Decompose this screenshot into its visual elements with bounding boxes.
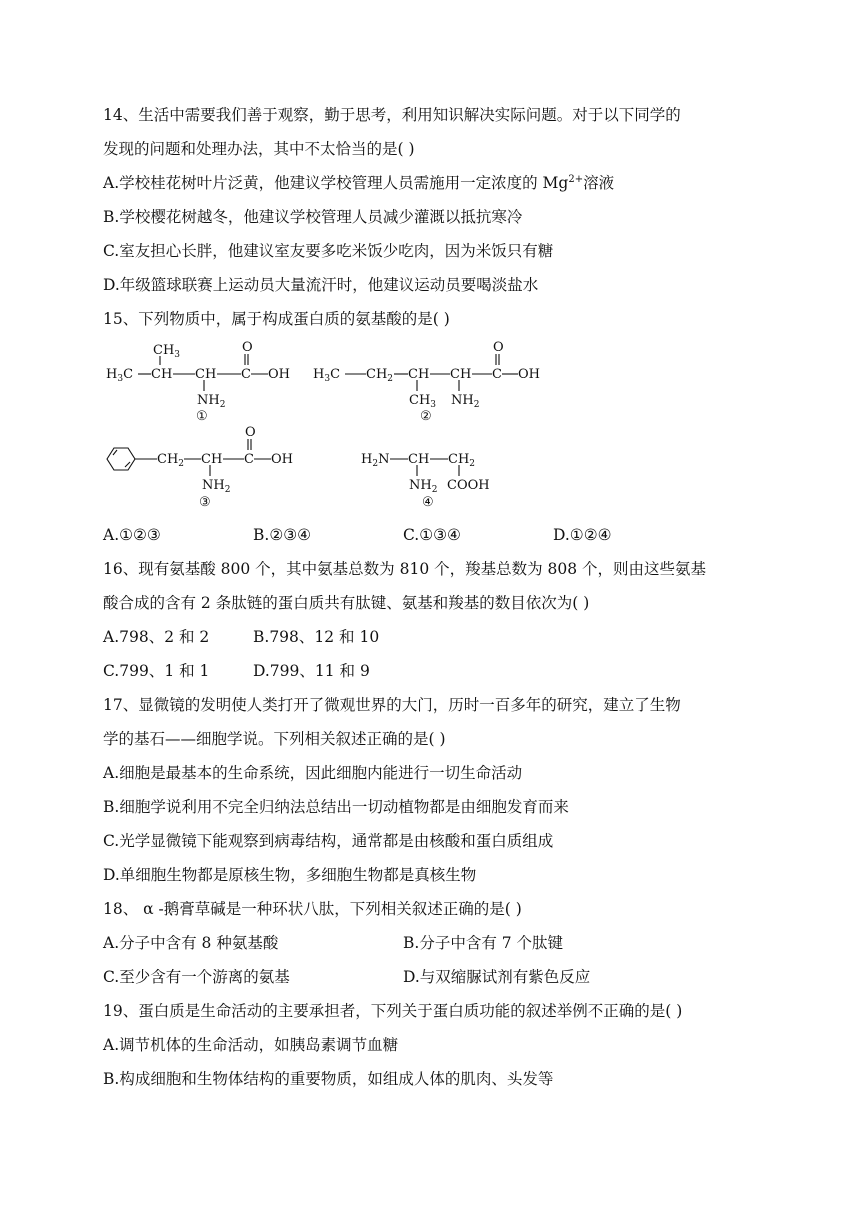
- s2-h3c: $H_3C$: [313, 367, 341, 384]
- q16-stem-line1: 16、现有氨基酸 800 个，其中氨基总数为 810 个，羧基总数为 808 个，则由这些氨基: [103, 560, 707, 578]
- q16-option-a: A.798、2 和 2: [103, 628, 210, 646]
- s2-ch-alpha: CH: [450, 367, 472, 382]
- q18-option-b: B.分子中含有 7 个肽键: [403, 934, 564, 952]
- s3-nh2: $NH_2$: [202, 478, 231, 495]
- s1-number: ①: [196, 409, 208, 422]
- q16-option-c: C.799、1 和 1: [103, 662, 210, 680]
- s2-o: O: [493, 340, 504, 355]
- s3-number: ③: [199, 495, 211, 510]
- s4-ch: CH: [408, 452, 430, 467]
- s4-cooh: COOH: [447, 478, 490, 493]
- q14-stem-line2: 发现的问题和处理办法，其中不太恰当的是( ): [103, 140, 415, 158]
- s3-ch: CH: [201, 452, 223, 467]
- benzene-ring-icon: [107, 448, 135, 470]
- s4-h2n: $H_2N$: [361, 452, 390, 469]
- q17-stem-line1: 17、显微镜的发明使人类打开了微观世界的大门，历时一百多年的研究，建立了生物: [103, 696, 681, 714]
- structure-1: [103, 338, 303, 422]
- s2-ch3: $CH_3$: [409, 393, 437, 410]
- s1-h3c: $H_3C$: [106, 367, 134, 384]
- q14-option-a-superscript: 2+: [568, 173, 584, 185]
- q17-option-c: C.光学显微镜下能观察到病毒结构，通常都是由核酸和蛋白质组成: [103, 832, 554, 850]
- q15-option-a: A.①②③: [103, 526, 161, 544]
- q19-option-b: B.构成细胞和生物体结构的重要物质，如组成人体的肌肉、头发等: [103, 1070, 554, 1088]
- q17-stem-line2: 学的基石——细胞学说。下列相关叙述正确的是( ): [103, 730, 446, 748]
- s1-ch-alpha: CH: [195, 367, 217, 382]
- s3-c: C: [244, 452, 254, 467]
- s1-nh2: $NH_2$: [197, 393, 226, 410]
- s1-ch3: $CH_3$: [153, 343, 181, 360]
- q14-option-d: D.年级篮球联赛上运动员大量流汗时，他建议运动员要喝淡盐水: [103, 276, 539, 294]
- structure-4: [358, 425, 518, 513]
- s3-ch2: $CH_2$: [157, 452, 185, 469]
- s1-ch-methyl: CH: [151, 367, 173, 382]
- q15-option-b: B.②③④: [253, 526, 312, 544]
- s3-oh: OH: [271, 452, 293, 467]
- s4-ch2: $CH_2$: [448, 452, 476, 469]
- q14-option-a: [103, 173, 614, 193]
- q17-option-b: B.细胞学说利用不完全归纳法总结出一切动植物都是由细胞发育而来: [103, 798, 569, 816]
- q14-option-c: C.室友担心长胖，他建议室友要多吃米饭少吃肉，因为米饭只有糖: [103, 242, 554, 260]
- s3-o: O: [245, 425, 256, 440]
- q14-stem-line1: 14、生活中需要我们善于观察，勤于思考，利用知识解决实际问题。对于以下同学的: [103, 106, 681, 124]
- s2-nh2: $NH_2$: [451, 393, 480, 410]
- s2-oh: OH: [518, 367, 540, 382]
- q17-option-a: A.细胞是最基本的生命系统，因此细胞内能进行一切生命活动: [103, 764, 523, 782]
- s1-oh: OH: [268, 367, 290, 382]
- q14-option-a-tail: 溶液: [583, 174, 615, 192]
- q18-stem: 18、 α -鹅膏草碱是一种环状八肽，下列相关叙述正确的是( ): [103, 900, 522, 918]
- q16-stem-line2: 酸合成的含有 2 条肽链的蛋白质共有肽键、氨基和羧基的数目依次为( ): [103, 594, 590, 612]
- q17-option-d: D.单细胞生物都是原核生物，多细胞生物都是真核生物: [103, 866, 477, 884]
- s2-ch2: $CH_2$: [366, 367, 394, 384]
- q18-option-c: C.至少含有一个游离的氨基: [103, 968, 290, 986]
- s2-c: C: [492, 367, 502, 382]
- q15-stem: 15、下列物质中，属于构成蛋白质的氨基酸的是( ): [103, 310, 450, 328]
- q19-option-a: A.调节机体的生命活动，如胰岛素调节血糖: [103, 1036, 399, 1054]
- s1-o: O: [242, 340, 253, 355]
- s1-c: C: [241, 367, 251, 382]
- s4-nh2: $NH_2$: [409, 478, 438, 495]
- q18-option-d: D.与双缩脲试剂有紫色反应: [403, 968, 591, 986]
- structure-3: [103, 425, 313, 513]
- s2-number: ②: [420, 409, 432, 422]
- q15-option-d: D.①②④: [553, 526, 612, 544]
- q14-option-a-text: A.学校桂花树叶片泛黄，他建议学校管理人员需施用一定浓度的 Mg: [103, 174, 569, 192]
- q19-stem: 19、蛋白质是生命活动的主要承担者，下列关于蛋白质功能的叙述举例不正确的是( ): [103, 1002, 683, 1020]
- q18-option-a: A.分子中含有 8 种氨基酸: [103, 934, 279, 952]
- structure-2: [310, 338, 560, 422]
- s2-ch: CH: [408, 367, 430, 382]
- q15-option-c: C.①③④: [403, 526, 461, 544]
- q14-option-b: B.学校樱花树越冬，他建议学校管理人员减少灌溉以抵抗寒冷: [103, 208, 523, 226]
- s4-number: ④: [422, 495, 434, 510]
- q16-option-b: B.798、12 和 10: [253, 628, 380, 646]
- q16-option-d: D.799、11 和 9: [253, 662, 370, 680]
